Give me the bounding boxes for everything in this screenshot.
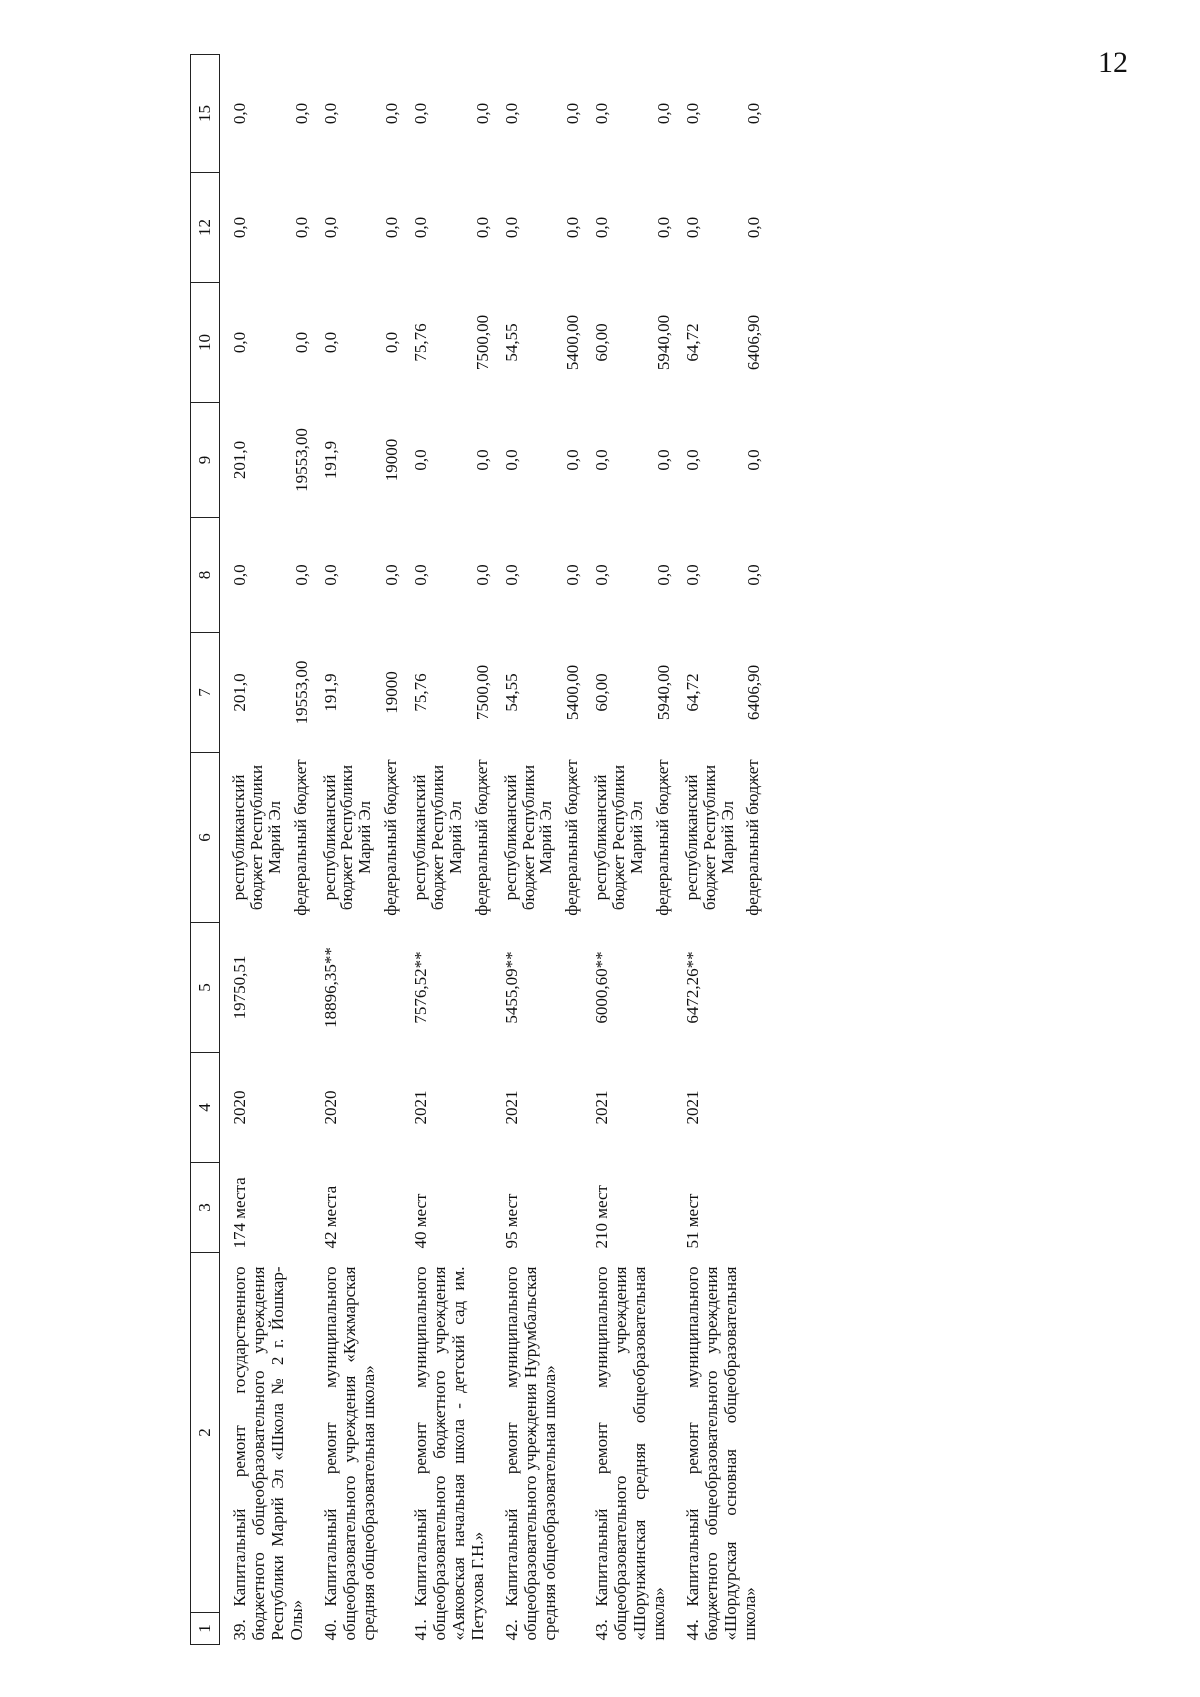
value-c10-cell: 0,0 xyxy=(382,331,402,354)
value-c10-cell: 54,55 xyxy=(501,323,521,362)
total-cost-cell: 7576,52** xyxy=(411,951,431,1024)
value-c15-cell: 0,0 xyxy=(472,102,492,125)
value-c7-cell: 5940,00 xyxy=(653,664,673,721)
total-cost-cell: 5455,09** xyxy=(501,951,521,1024)
value-c7-cell: 64,72 xyxy=(682,673,702,712)
capacity-cell: 95 мест xyxy=(501,1193,521,1249)
value-c9-cell: 19000 xyxy=(382,438,402,482)
funding-source-cell: республиканский бюджет Республики Марий Эл xyxy=(410,764,465,911)
value-c7-cell: 75,76 xyxy=(411,673,431,712)
value-c15-cell: 0,0 xyxy=(230,102,249,125)
table-row xyxy=(401,55,465,1645)
value-c8-cell: 0,0 xyxy=(501,564,521,586)
value-c15-cell: 0,0 xyxy=(592,102,612,125)
object-name: Капитальный ремонт муниципального общеобразовательного учреждения «Шорунжинская средняя общеобразовательная школа» xyxy=(592,1266,669,1641)
funding-source-cell: федеральный бюджет xyxy=(743,759,763,916)
funding-source-cell: республиканский бюджет Республики Марий Эл xyxy=(500,764,556,911)
column-header: 12 xyxy=(191,173,220,283)
table-row xyxy=(492,55,556,1645)
rotated-table-sheet xyxy=(190,55,1010,1645)
value-c10-cell: 7500,00 xyxy=(472,314,492,371)
value-c7-cell: 19000 xyxy=(382,671,402,714)
value-c12-cell: 0,0 xyxy=(501,216,521,239)
value-c9-cell: 0,0 xyxy=(411,449,431,471)
value-c8-cell: 0,0 xyxy=(563,564,583,586)
value-c10-cell: 0,0 xyxy=(320,331,340,354)
funding-source-cell: республиканский бюджет Республики Марий Эл xyxy=(319,764,375,911)
value-c9-cell: 0,0 xyxy=(682,449,702,471)
value-c15-cell: 0,0 xyxy=(411,102,431,125)
funding-source-cell: республиканский бюджет Республики Марий Эл xyxy=(681,764,737,911)
value-c8-cell: 0,0 xyxy=(411,564,431,586)
value-c7-cell: 191,9 xyxy=(320,673,340,712)
year-cell: 2021 xyxy=(592,1090,612,1125)
capacity-cell: 174 места xyxy=(230,1177,249,1249)
object-name: Капитальный ремонт муниципального общеобразовательного учреждения Нурумбальская средняя общеобразовательная школа» xyxy=(501,1266,559,1641)
column-header: 6 xyxy=(191,753,220,923)
value-c10-cell: 0,0 xyxy=(291,331,311,354)
value-c12-cell: 0,0 xyxy=(411,216,431,239)
value-c15-cell: 0,0 xyxy=(382,102,402,125)
value-c9-cell: 0,0 xyxy=(501,449,521,471)
object-name: Капитальный ремонт государственного бюджетного общеобразовательного учреждения Республики Марий Эл «Школа № 2 г. Йошкар-Олы» xyxy=(230,1266,307,1641)
capacity-cell: 51 мест xyxy=(682,1193,702,1249)
value-c9-cell: 19553,00 xyxy=(291,428,311,492)
object-name: Капитальный ремонт муниципального бюджетного общеобразовательного учреждения «Шордурская основная общеобразовательная школа» xyxy=(682,1266,759,1641)
year-cell: 2020 xyxy=(230,1090,249,1125)
value-c12-cell: 0,0 xyxy=(592,216,612,239)
value-c7-cell: 60,00 xyxy=(592,673,612,712)
object-name-cell xyxy=(582,1253,673,1645)
value-c15-cell: 0,0 xyxy=(682,102,702,125)
column-header: 9 xyxy=(191,403,220,518)
column-header: 10 xyxy=(191,283,220,403)
total-cost-cell: 18896,35** xyxy=(320,947,340,1028)
value-c15-cell: 0,0 xyxy=(501,102,521,125)
value-c10-cell: 0,0 xyxy=(230,331,249,354)
table-row xyxy=(311,55,375,1645)
value-c9-cell: 191,9 xyxy=(320,440,340,480)
row-number: 42. xyxy=(501,1619,521,1641)
column-header: 15 xyxy=(191,55,220,173)
funding-source-cell: федеральный бюджет xyxy=(381,759,401,916)
column-header: 8 xyxy=(191,518,220,633)
value-c10-cell: 64,72 xyxy=(682,323,702,362)
object-name-cell xyxy=(492,1253,583,1645)
table-row xyxy=(582,55,646,1645)
value-c7-cell: 7500,00 xyxy=(472,664,492,721)
value-c7-cell: 54,55 xyxy=(501,673,521,712)
value-c7-cell: 19553,00 xyxy=(291,660,311,725)
value-c10-cell: 60,00 xyxy=(592,323,612,362)
value-c10-cell: 5400,00 xyxy=(563,314,583,371)
row-number: 44. xyxy=(682,1619,702,1641)
row-number: 41. xyxy=(411,1619,431,1641)
value-c12-cell: 0,0 xyxy=(382,216,402,239)
funding-source-cell: федеральный бюджет xyxy=(562,759,582,916)
value-c12-cell: 0,0 xyxy=(563,216,583,239)
value-c7-cell: 201,0 xyxy=(230,673,249,712)
total-cost-cell: 19750,51 xyxy=(230,955,249,1020)
year-cell: 2021 xyxy=(501,1090,521,1125)
value-c15-cell: 0,0 xyxy=(563,102,583,125)
value-c15-cell: 0,0 xyxy=(320,102,340,125)
value-c9-cell: 0,0 xyxy=(592,449,612,471)
value-c8-cell: 0,0 xyxy=(744,564,764,586)
value-c9-cell: 0,0 xyxy=(472,449,492,471)
year-cell: 2020 xyxy=(320,1090,340,1125)
column-header: 5 xyxy=(191,923,220,1053)
page-number: 12 xyxy=(1098,46,1128,79)
value-c7-cell: 5400,00 xyxy=(563,664,583,721)
value-c15-cell: 0,0 xyxy=(291,102,311,125)
column-header: 1 xyxy=(191,1613,220,1645)
column-number-header-row xyxy=(191,55,220,1645)
object-name-cell xyxy=(401,1253,492,1645)
column-header: 4 xyxy=(191,1053,220,1163)
table-row xyxy=(220,55,284,1645)
value-c12-cell: 0,0 xyxy=(653,216,673,239)
value-c12-cell: 0,0 xyxy=(744,216,764,239)
value-c7-cell: 6406,90 xyxy=(744,664,764,721)
capacity-cell: 210 мест xyxy=(592,1185,612,1249)
value-c8-cell: 0,0 xyxy=(320,564,340,586)
year-cell: 2021 xyxy=(411,1090,431,1125)
value-c12-cell: 0,0 xyxy=(472,216,492,239)
funding-source-cell: республиканский бюджет Республики Марий Эл xyxy=(591,764,646,911)
total-cost-cell: 6000,60** xyxy=(592,951,612,1024)
year-cell: 2021 xyxy=(682,1090,702,1125)
value-c12-cell: 0,0 xyxy=(320,216,340,239)
value-c8-cell: 0,0 xyxy=(682,564,702,586)
capacity-cell: 42 места xyxy=(320,1185,340,1249)
object-name-cell xyxy=(220,1253,311,1645)
row-number: 43. xyxy=(592,1619,612,1641)
value-c15-cell: 0,0 xyxy=(744,102,764,125)
funding-source-cell: федеральный бюджет xyxy=(290,759,310,916)
row-number: 39. xyxy=(230,1619,249,1641)
value-c10-cell: 5940,00 xyxy=(653,314,673,371)
column-header: 7 xyxy=(191,633,220,753)
table-row xyxy=(673,55,737,1645)
value-c8-cell: 0,0 xyxy=(592,564,612,586)
value-c8-cell: 0,0 xyxy=(382,564,402,586)
value-c8-cell: 0,0 xyxy=(230,564,249,586)
row-number: 40. xyxy=(320,1619,340,1641)
value-c12-cell: 0,0 xyxy=(230,216,249,239)
funding-source-cell: республиканский бюджет Республики Марий Эл xyxy=(229,764,284,911)
column-header: 3 xyxy=(191,1163,220,1253)
total-cost-cell: 6472,26** xyxy=(682,951,702,1024)
funding-source-cell: федеральный бюджет xyxy=(471,759,491,916)
column-header: 2 xyxy=(191,1253,220,1613)
value-c8-cell: 0,0 xyxy=(653,564,673,586)
value-c8-cell: 0,0 xyxy=(472,564,492,586)
value-c12-cell: 0,0 xyxy=(291,216,311,239)
value-c10-cell: 75,76 xyxy=(411,323,431,362)
capacity-cell: 40 мест xyxy=(411,1193,431,1249)
value-c10-cell: 6406,90 xyxy=(744,314,764,371)
value-c9-cell: 0,0 xyxy=(653,449,673,471)
object-name: Капитальный ремонт муниципального общеобразовательного бюджетного учреждения «Аяковская начальная школа - детский сад им. Петухова Г.Н.» xyxy=(411,1266,488,1641)
object-name: Капитальный ремонт муниципального общеобразовательного учреждения «Кужмарская средняя общеобразовательная школа» xyxy=(320,1266,378,1641)
value-c12-cell: 0,0 xyxy=(682,216,702,239)
value-c9-cell: 0,0 xyxy=(563,449,583,471)
value-c9-cell: 0,0 xyxy=(744,449,764,471)
value-c8-cell: 0,0 xyxy=(291,564,311,586)
object-name-cell xyxy=(311,1253,402,1645)
funding-source-cell: федеральный бюджет xyxy=(652,759,672,916)
budget-table xyxy=(190,54,763,1645)
object-name-cell xyxy=(673,1253,764,1645)
value-c15-cell: 0,0 xyxy=(653,102,673,125)
value-c9-cell: 201,0 xyxy=(230,440,249,480)
